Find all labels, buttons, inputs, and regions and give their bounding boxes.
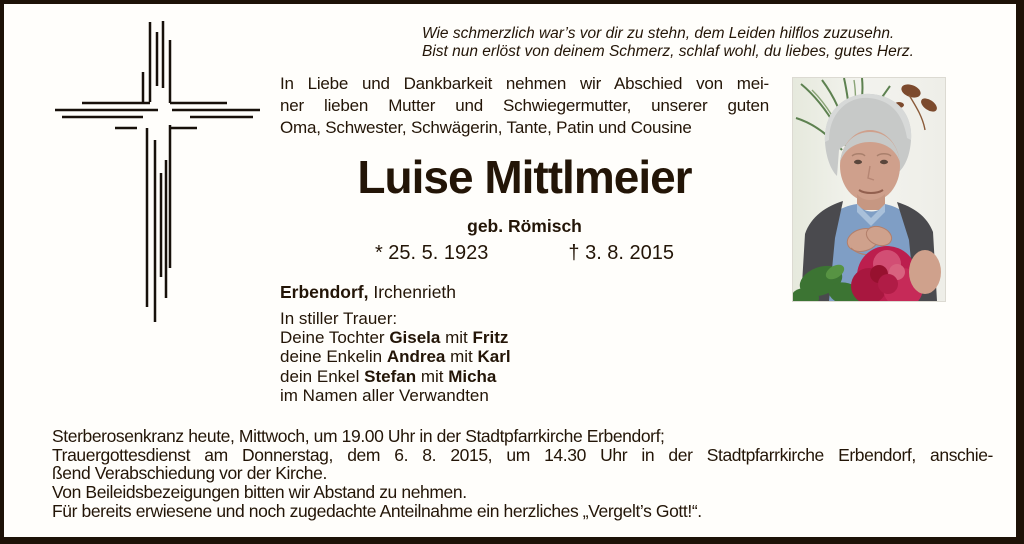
introduction-paragraph <box>280 73 769 138</box>
mourner-name: Karl <box>477 347 511 367</box>
death-date: † 3. 8. 2015 <box>568 242 675 264</box>
mourner-name: Gisela <box>389 328 441 348</box>
portrait-photo <box>792 77 946 302</box>
deceased-name: Luise Mittlmeier <box>357 151 692 203</box>
service-announcement <box>52 427 993 521</box>
mourner-line <box>280 328 769 347</box>
mourning-footer: im Namen aller Verwandten <box>280 385 489 405</box>
memorial-cross-icon <box>40 10 270 330</box>
mourner-relation: dein Enkel <box>280 366 365 386</box>
life-dates <box>280 241 769 265</box>
place-line <box>280 283 769 302</box>
verse-line: Wie schmerzlich war’s vor dir zu stehn, dem Leiden hilflos zuzusehn. <box>422 25 895 42</box>
mourner-name: Stefan <box>364 366 417 386</box>
mourner-name: Andrea <box>386 347 446 367</box>
mourner-connector: mit <box>445 347 478 367</box>
mourners-block <box>280 309 769 405</box>
mourner-relation: deine Enkelin <box>280 347 387 367</box>
mourner-name: Micha <box>448 366 497 386</box>
mourning-header: In stiller Trauer: <box>280 309 398 328</box>
mourner-relation: Deine Tochter <box>280 328 390 348</box>
birth-date: * 25. 5. 1923 <box>374 242 489 264</box>
maiden-name: geb. Römisch <box>467 216 582 236</box>
intro-line: In Liebe und Dankbarkeit nehmen wir Abschied von mei- <box>280 74 769 93</box>
mourner-line <box>280 367 769 386</box>
mourner-line <box>280 347 769 366</box>
announcement-line: Für bereits erwiesene und noch zugedachte Anteilnahme ein herzliches „Vergelt’s Gott!“. <box>52 500 702 521</box>
announcement-line: Trauergottesdienst am Donnerstag, dem 6. 8. 2015, um 14.30 Uhr in der Stadtpfarrkirche Erbendorf, anschie- <box>52 444 993 465</box>
announcement-line: ßend Verabschiedung vor der Kirche. <box>52 463 327 484</box>
announcement-line: Sterberosenkranz heute, Mittwoch, um 19.00 Uhr in der Stadtpfarrkirche Erbendorf; <box>52 426 665 446</box>
intro-line: Oma, Schwester, Schwägerin, Tante, Patin und Cousine <box>280 117 692 137</box>
announcement-line: Von Beileidsbezeigungen bitten wir Abstand zu nehmen. <box>52 482 467 503</box>
mourner-connector: mit <box>440 328 473 348</box>
place-secondary: Irchenrieth <box>368 282 457 302</box>
intro-line: ner lieben Mutter und Schwiegermutter, unserer guten <box>280 95 769 115</box>
place-primary: Erbendorf, <box>280 282 369 302</box>
verse-line: Bist nun erlöst von deinem Schmerz, schlaf wohl, du liebes, gutes Herz. <box>422 42 914 60</box>
memorial-verse <box>422 25 914 60</box>
mourner-connector: mit <box>416 366 449 386</box>
mourner-name: Fritz <box>472 328 509 348</box>
